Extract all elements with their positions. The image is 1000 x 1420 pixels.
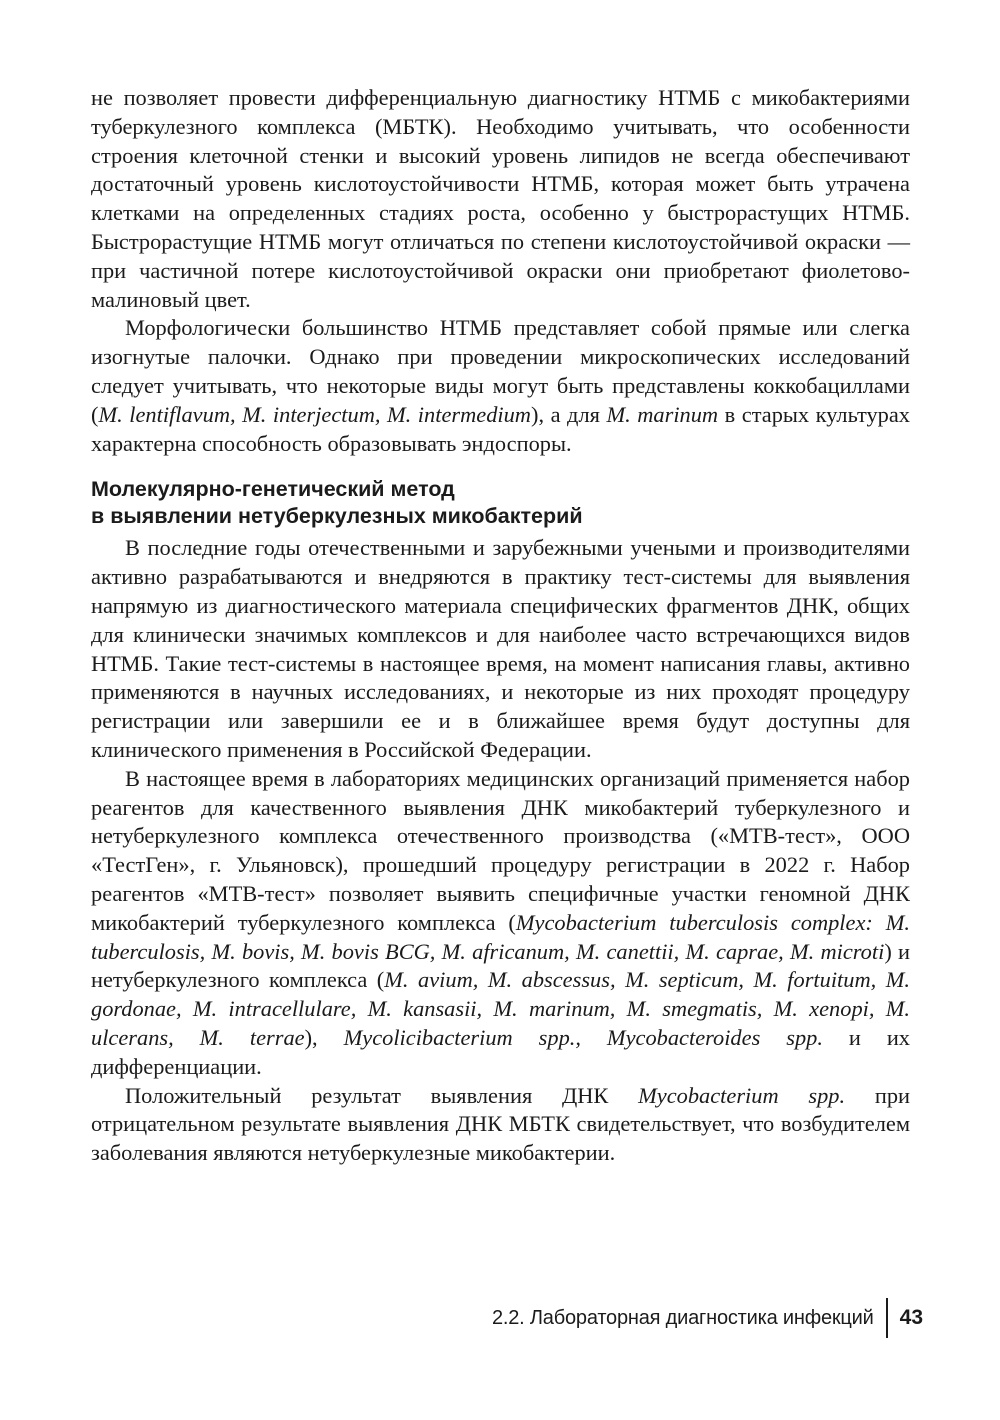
running-footer-section: 2.2. Лабораторная диагностика инфекций: [491, 1306, 874, 1329]
paragraph-morphology: [91, 314, 910, 458]
paragraph-positive-result: [91, 1082, 910, 1168]
paragraph-continued: не позволяет провести дифференциальную диагностику НТМБ с микобактериями туберкулезного комплекса (МБТК). Необходимо учитывать, что особенности строения клеточной стенки и высокий уровень липидов не всегда обеспечивают достаточный уровень кислотоустойчивости НТМБ, которая может быть утрачена клетками на определенных стадиях роста, особенно у быстрорастущих НТМБ. Быстрорастущие НТМБ могут отличаться по степени кислотоустойчивой окраски — при частичной потере кислотоустойчивой окраски они приобретают фиолетово-малиновый цвет.: [91, 85, 910, 312]
species-list-italic: Mycobacterium tuberculosis complex: M. tuberculosis, M. bovis, M. bovis BCG, M. africanum, M. canettii, M. caprae, M. microti: [91, 909, 911, 964]
paragraph-test-systems: В последние годы отечественными и зарубежными учеными и производителями активно разрабатываются и внедряются в практику тест-системы для выявления напрямую из диагностического материала специфических фрагментов ДНК, общих для клинически значимых комплексов и для наиболее часто встречающихся видов НТМБ. Такие тест-системы в настоящее время, на момент написания главы, активно применяются в научных исследованиях, и некоторые из них проходят процедуру регистрации или завершили ее и в ближайшее время будут доступны для клинического применения в Российской Федерации.: [91, 535, 910, 762]
text-run: Положительный результат выявления ДНК: [125, 1082, 639, 1108]
species-list-italic: M. lentiflavum, M. interjectum, M. intermedium: [98, 401, 531, 427]
section-heading: [91, 476, 910, 530]
page-body: [91, 84, 910, 1168]
section-heading-line-2: в выявлении нетуберкулезных микобактерий: [91, 504, 583, 529]
text-run: и их дифференциации.: [91, 1024, 911, 1079]
text-run: Морфологически большинство НТМБ представляет собой прямые или слегка изогнутые палочки. Однако при проведении микроскопических исследований следует учитывать, что некоторые виды могут быть представлены коккобациллами (: [91, 315, 910, 427]
text-run: В настоящее время в лабораториях медицинских организаций применяется набор реагентов для качественного выявления ДНК микобактерий туберкулезного и нетуберкулезного комплекса отечественного производства («МТВ-тест», ООО «ТестГен», г. Ульяновск), прошедший процедуру регистрации в 2022 г. Набор реагентов «МТВ-тест» позволяет выявить специфичные участки геномной ДНК микобактерий туберкулезного комплекса (: [91, 765, 910, 935]
text-run: ),: [304, 1024, 344, 1050]
text-run: ), а для: [530, 401, 607, 427]
genus-list-italic: Mycolicibacterium spp., Mycobacteroides spp.: [343, 1024, 823, 1050]
page-number: 43: [899, 1306, 923, 1329]
genus-italic: Mycobacterium spp.: [638, 1082, 846, 1108]
species-list-italic: M. avium, M. abscessus, M. septicum, M. fortuitum, M. gordonae, M. intracellulare, M. kansasii, M. marinum, M. smegmatis, M. xenopi, M. ulcerans, M. terrae: [91, 967, 911, 1050]
text-run: при отрицательном результате выявления ДНК МБТК свидетельствует, что возбудителем заболевания являются нетуберкулезные микобактерии.: [91, 1082, 911, 1166]
text-run: ) и нетуберкулезного комплекса (: [91, 938, 910, 993]
section-heading-line-1: Молекулярно-генетический метод: [91, 477, 455, 502]
paragraph-mtb-test: [91, 765, 910, 1082]
text-run: в старых культурах характерна способность образовывать эндоспоры.: [91, 401, 910, 456]
species-italic: M. marinum: [606, 401, 719, 427]
page-footer: [492, 1298, 923, 1338]
